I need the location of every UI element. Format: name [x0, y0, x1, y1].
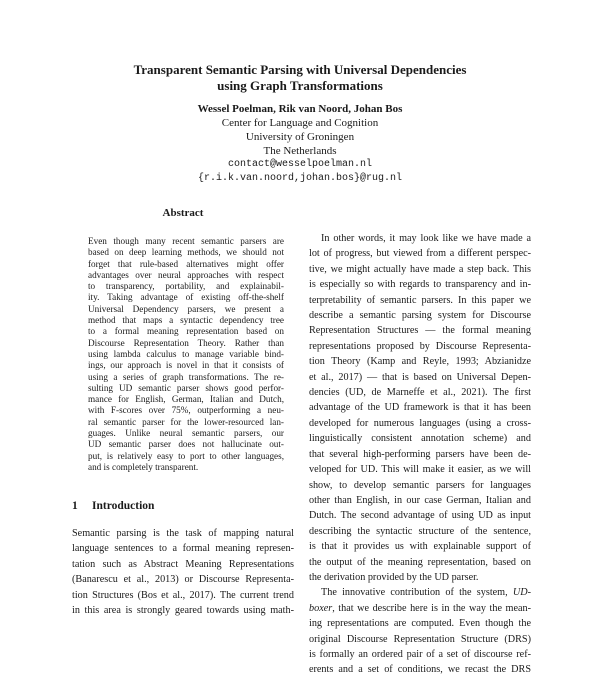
- text-line: forget that rule-based alternatives might offer: [88, 258, 284, 269]
- text-line: ing representations are computed. Even though the: [309, 618, 531, 630]
- text-line: Dutch. The second advantage of using UD as input: [309, 510, 531, 522]
- text-line: guages. Unlike neural semantic parsers, our: [88, 428, 284, 439]
- text-line: using lambda calculus to manage variable bind-: [88, 348, 284, 359]
- text-line: lot of progress, but viewed from a different perspec-: [309, 248, 531, 260]
- author-names: Wessel Poelman, Rik van Noord, Johan Bos: [197, 103, 403, 115]
- text-line: tation such as Abstract Meaning Representations: [72, 558, 294, 570]
- text-line: Semantic parsing is the task of mapping natural: [72, 528, 294, 539]
- text-line: describe a semantic parsing system for Discourse: [309, 310, 531, 322]
- text-line: sulting UD semantic parser shows good perfor-: [88, 382, 284, 393]
- text-line: ings, our approach is novel in that it consists of: [88, 360, 284, 371]
- text-line: terpretability of semantic parsers. In this paper we: [309, 294, 531, 306]
- text-line: original Discourse Representation Structure (DRS): [309, 633, 531, 645]
- author-email: contact@wesselpoelman.nl: [227, 159, 373, 170]
- affiliation-line: University of Groningen: [245, 131, 355, 143]
- text-line: Representation Structures — the formal meaning: [309, 325, 531, 337]
- text-line: mance for English, German, Italian and Dutch,: [88, 394, 284, 405]
- text-line: Even though many recent semantic parsers are: [88, 236, 284, 246]
- text-line: tive, we might actually have made a step back. This: [309, 263, 531, 275]
- text-span: , that we describe here is in the way the mean-: [332, 602, 531, 614]
- text-line: ral semantic parser for the lower-resourced lan-: [88, 416, 284, 427]
- text-line: dencies (UD, de Marneffe et al., 2021). The first: [309, 387, 531, 399]
- text-line: linguistically consistent annotation scheme) and: [309, 433, 531, 445]
- abstract-heading: Abstract: [162, 207, 204, 219]
- text-line: in this area is strongly geared towards using math-: [72, 605, 294, 617]
- text-line: tion Structures (Bos et al., 2017). The current trend: [72, 589, 294, 601]
- text-line: erents and a set of conditions, we recast the DRS: [309, 664, 531, 676]
- system-name-italic: boxer: [309, 602, 333, 614]
- affiliation-line: The Netherlands: [263, 145, 337, 157]
- text-line: method that maps a syntactic dependency tree: [88, 315, 284, 326]
- text-line: show, to develop semantic parsers for languages: [309, 479, 531, 491]
- text-line: Discourse Representation Theory. Rather than: [88, 337, 284, 348]
- section-number: 1: [72, 500, 78, 512]
- text-line: Universal Dependency parsers, we present a: [88, 303, 284, 314]
- text-line: to a formal meaning representation based on: [88, 326, 284, 337]
- text-line: veloped for UD. This will make it easier, as we will: [309, 464, 531, 476]
- text-line: that several high-performing parsers have been de-: [309, 448, 531, 460]
- text-line: representations proposed by Discourse Representa-: [309, 340, 531, 352]
- text-line: is formally an ordered pair of a set of discourse ref-: [309, 648, 531, 660]
- system-name-italic: UD-: [512, 587, 531, 599]
- author-block: [100, 102, 500, 186]
- text-line: tion Theory (Kamp and Reyle, 1993; Abzianidze: [309, 356, 531, 368]
- text-line: advantages over neural approaches with respect: [88, 269, 284, 280]
- text-line: to transparency, portability, and explainabil-: [88, 281, 284, 292]
- text-line: [309, 601, 531, 616]
- abstract-body: [88, 236, 284, 473]
- text-line: based on deep learning methods, we should not: [88, 247, 284, 258]
- text-line: is that it provides us with explainable support of: [309, 541, 531, 553]
- author-email: {r.i.k.van.noord,johan.bos}@rug.nl: [197, 173, 403, 184]
- right-column-body: [309, 231, 531, 678]
- paper-title: [60, 62, 540, 94]
- text-line: other than English, in our case German, Italian and: [309, 494, 531, 506]
- text-line: (Banarescu et al., 2013) or Discourse Representa-: [72, 574, 294, 586]
- introduction-body: [72, 526, 294, 618]
- text-line: advantage of the UD framework is that it has been: [309, 402, 531, 414]
- text-line: and is completely transparent.: [88, 461, 199, 472]
- text-line: [309, 585, 531, 600]
- text-line: the derivation provided by the UD parser.: [309, 571, 479, 583]
- text-line: with F-scores over 75%, outperforming a neu-: [88, 405, 284, 416]
- section-title: Introduction: [92, 500, 155, 512]
- text-line: put, is relatively easy to port to other languages,: [88, 450, 284, 461]
- text-line: using a series of graph transformations. The re-: [88, 371, 284, 382]
- text-span: The innovative contribution of the system,: [321, 587, 513, 599]
- text-line: et al., 2017) — that is based on Universal Depen-: [309, 371, 531, 383]
- text-line: In other words, it may look like we have made a: [321, 233, 531, 244]
- text-line: is especially so with regards to transparency and in-: [309, 279, 531, 291]
- text-line: describing the syntactic structure of the sentence,: [309, 525, 531, 537]
- title-line: using Graph Transformations: [217, 78, 383, 93]
- section-heading: [72, 500, 302, 512]
- text-line: language sentences to a formal meaning represen-: [72, 543, 294, 555]
- text-line: the output of the meaning representation, based on: [309, 556, 531, 568]
- text-line: developed for numerous languages (using a cross-: [309, 417, 531, 429]
- text-line: UD semantic parser does not hallucinate out-: [88, 439, 284, 450]
- text-line: ity. Taking advantage of existing off-the-shelf: [88, 292, 284, 303]
- title-line: Transparent Semantic Parsing with Universal Dependencies: [133, 62, 467, 77]
- affiliation-line: Center for Language and Cognition: [221, 117, 379, 129]
